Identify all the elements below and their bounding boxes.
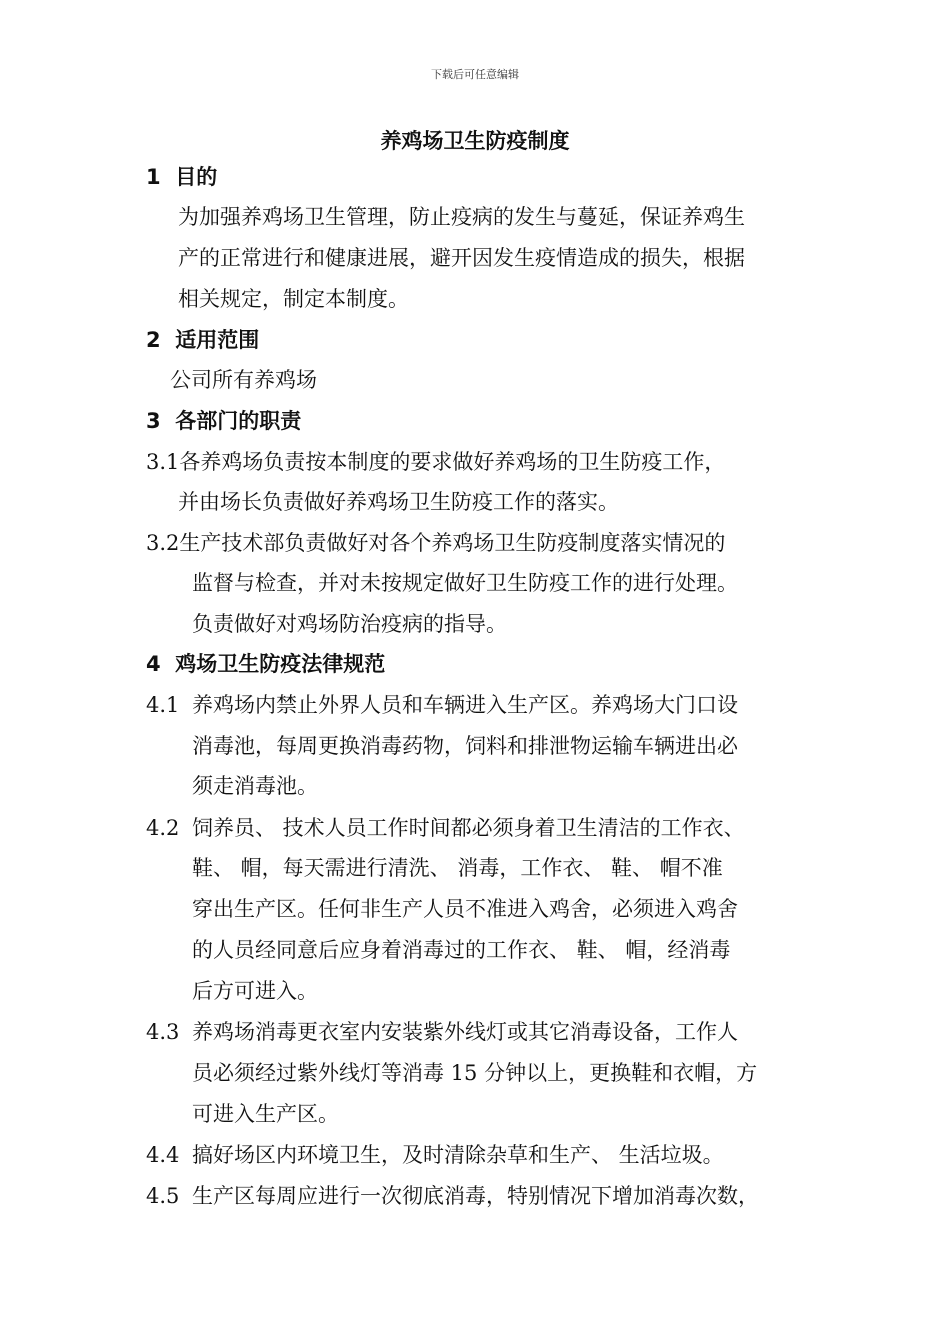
clause-4-3-line-3: 可进入生产区。 <box>192 1102 339 1126</box>
clause-4-1-line-2: 消毒池，每周更换消毒药物，饲料和排泄物运输车辆进出必 <box>192 734 738 758</box>
section-number: 1 <box>146 165 161 189</box>
section-title: 适用范围 <box>175 328 260 352</box>
clause-4-2-line-1 <box>146 813 745 843</box>
section-number: 2 <box>146 328 161 352</box>
clause-number: 4.3 <box>146 1020 180 1044</box>
section-1-heading <box>146 162 217 192</box>
clause-4-3-line-2: 员必须经过紫外线灯等消毒 15 分钟以上，更换鞋和衣帽，方 <box>192 1061 758 1085</box>
clause-4-5-line-1 <box>146 1181 759 1211</box>
section-1-line-2: 产的正常进行和健康进展，避开因发生疫情造成的损失，根据 <box>178 246 745 270</box>
clause-4-1-line-3: 须走消毒池。 <box>192 774 318 798</box>
section-title: 各部门的职责 <box>175 409 302 433</box>
section-1-line-1: 为加强养鸡场卫生管理，防止疫病的发生与蔓延，保证养鸡生 <box>178 205 745 229</box>
header-note: 下载后可任意编辑 <box>431 68 519 81</box>
clause-number: 4.4 <box>146 1143 180 1167</box>
clause-3-1-line-2: 并由场长负责做好养鸡场卫生防疫工作的落实。 <box>178 490 619 514</box>
section-title: 鸡场卫生防疫法律规范 <box>175 652 386 676</box>
clause-4-2-line-2: 鞋、 帽，每天需进行清洗、 消毒，工作衣、 鞋、 帽不准 <box>192 856 723 880</box>
clause-text: 养鸡场内禁止外界人员和车辆进入生产区。养鸡场大门口设 <box>192 693 738 717</box>
document-title: 养鸡场卫生防疫制度 <box>380 129 570 153</box>
section-title: 目的 <box>175 165 218 189</box>
clause-text: 各养鸡场负责按本制度的要求做好养鸡场的卫生防疫工作， <box>179 450 726 474</box>
clause-4-3-line-1 <box>146 1017 738 1047</box>
clause-number: 3.2 <box>146 531 180 555</box>
clause-number: 4.5 <box>146 1184 180 1208</box>
section-2-heading <box>146 325 259 355</box>
clause-4-4-line-1 <box>146 1140 724 1170</box>
section-4-heading <box>146 649 385 679</box>
clause-3-1-line-1 <box>146 447 725 477</box>
clause-3-2-line-3: 负责做好对鸡场防治疫病的指导。 <box>192 612 507 636</box>
section-2-text: 公司所有养鸡场 <box>170 368 317 392</box>
clause-number: 4.2 <box>146 816 180 840</box>
clause-4-2-line-5: 后方可进入。 <box>192 979 318 1003</box>
clause-text: 搞好场区内环境卫生，及时清除杂草和生产、 生活垃圾。 <box>192 1143 724 1167</box>
clause-4-1-line-1 <box>146 690 738 720</box>
section-number: 3 <box>146 409 161 433</box>
clause-text: 养鸡场消毒更衣室内安装紫外线灯或其它消毒设备，工作人 <box>192 1020 738 1044</box>
clause-4-2-line-3: 穿出生产区。任何非生产人员不准进入鸡舍，必须进入鸡舍 <box>192 897 738 921</box>
clause-text: 生产技术部负责做好对各个养鸡场卫生防疫制度落实情况的 <box>179 531 726 555</box>
section-1-line-3: 相关规定，制定本制度。 <box>178 287 409 311</box>
clause-text: 饲养员、 技术人员工作时间都必须身着卫生清洁的工作衣、 <box>192 816 745 840</box>
clause-4-2-line-4: 的人员经同意后应身着消毒过的工作衣、 鞋、 帽，经消毒 <box>192 938 731 962</box>
clause-text: 生产区每周应进行一次彻底消毒，特别情况下增加消毒次数， <box>192 1184 759 1208</box>
clause-number: 3.1 <box>146 450 180 474</box>
clause-number: 4.1 <box>146 693 180 717</box>
section-number: 4 <box>146 652 161 676</box>
section-3-heading <box>146 406 301 436</box>
clause-3-2-line-2: 监督与检查，并对未按规定做好卫生防疫工作的进行处理。 <box>192 571 738 595</box>
clause-3-2-line-1 <box>146 528 725 558</box>
